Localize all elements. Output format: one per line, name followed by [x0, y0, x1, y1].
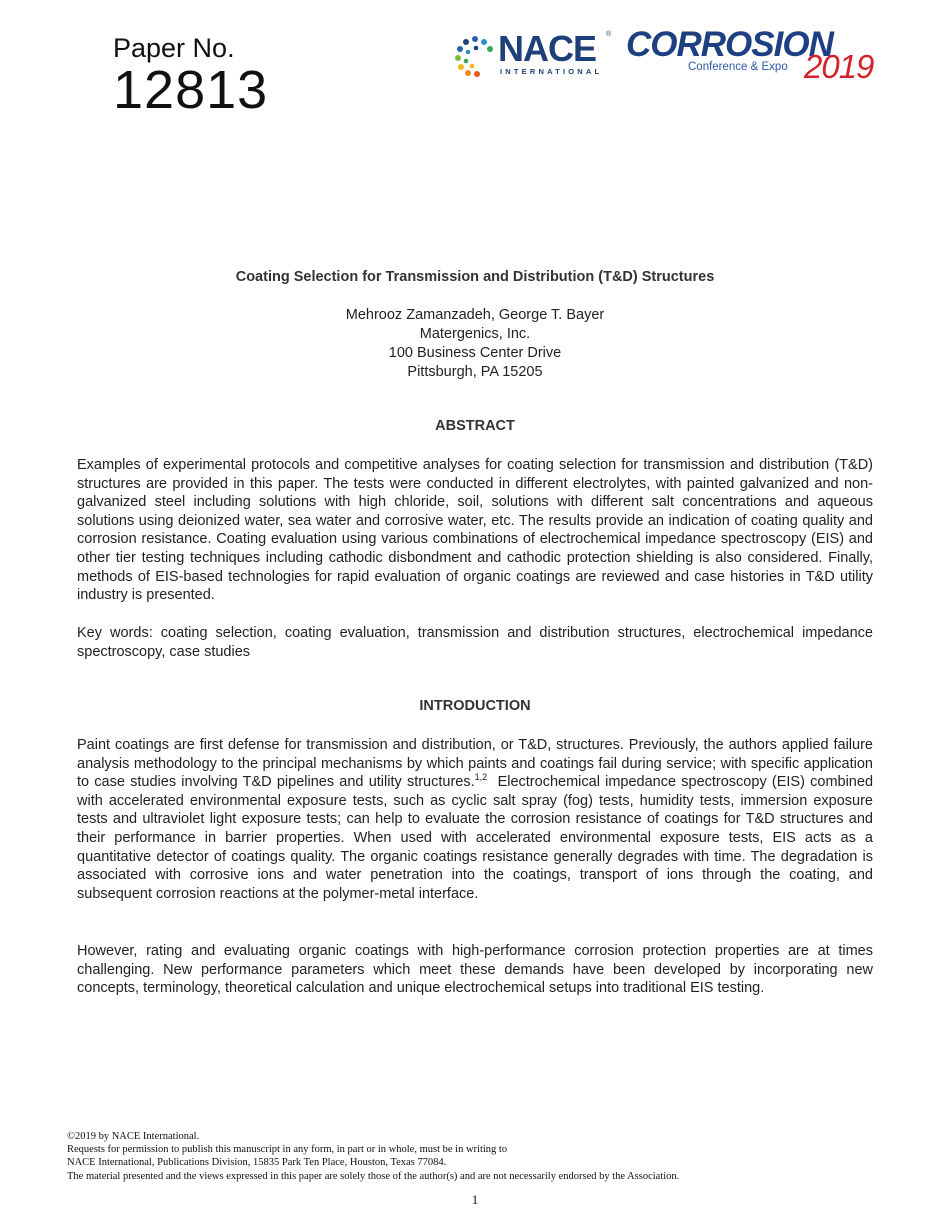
- nace-mark-dot: [470, 64, 475, 69]
- nace-mark-dot: [455, 55, 461, 61]
- nace-logo: [455, 28, 615, 83]
- intro-p1-text-a: Paint coatings are first defense for transmission and distribution, or T&D, structures. Previously, the authors applied failure analysis methodology to the principal mechanisms by which paints and coatings fail during service; with specific application to case studies involving T&D pipelines and utility structures.: [77, 737, 873, 791]
- nace-mark-dot: [464, 59, 469, 64]
- nace-registered-mark: ®: [606, 31, 612, 38]
- author-block: [0, 306, 950, 382]
- nace-mark-dot: [466, 50, 471, 55]
- corrosion-wordmark: CORROSION: [626, 25, 833, 64]
- nace-mark-dot: [481, 39, 487, 45]
- corrosion-logo: [626, 25, 886, 89]
- keywords-text: Key words: coating selection, coating evaluation, transmission and distribution structures, electrochemical impedance spectroscopy, case studies: [77, 625, 873, 660]
- introduction-paragraph-2: However, rating and evaluating organic coatings with high-performance corrosion protection properties are at times challenging. New performance parameters which meet these demands have been developed by incorporating new concepts, terminology, theoretical calculation and unique electrochemical setups into traditional EIS testing.: [77, 943, 873, 997]
- corrosion-subtitle: Conference & Expo: [688, 61, 788, 73]
- abstract-heading: ABSTRACT: [435, 418, 515, 434]
- paper-title: Coating Selection for Transmission and Distribution (T&D) Structures: [235, 269, 715, 285]
- nace-mark-dot: [465, 70, 471, 76]
- nace-mark-dot: [463, 39, 469, 45]
- footer-line-2: Requests for permission to publish this manuscript in any form, in part or in whole, must be in writing to: [67, 1144, 508, 1156]
- introduction-heading: INTRODUCTION: [419, 698, 531, 714]
- nace-wordmark: NACE: [498, 28, 597, 69]
- author-address-line1: 100 Business Center Drive: [388, 345, 562, 361]
- copyright-footer: [67, 1130, 679, 1183]
- citation-reference: 1,2: [474, 772, 488, 783]
- intro-p1-text-b: Electrochemical impedance spectroscopy (EIS) combined with accelerated environmental exposure tests, such as cyclic salt spray (fog) tests, humidity tests, immersion exposure tests and ultraviolet light exposure tests; can help to evaluate the corrosion resistance of coatings for T&D structures and their performance in barrier properties. When used with accelerated environmental exposure tests, EIS acts as a quantitative detector of coatings quality. The organic coatings resistance generally degrades with time. The degradation is associated with corrosive ions and water penetration into the coatings, transport of ions through the coating, and subsequent corrosion reactions at the polymer-metal interface.: [77, 774, 878, 902]
- nace-mark-dot: [474, 46, 479, 51]
- abstract-text: Examples of experimental protocols and competitive analyses for coating selection for transmission and distribution (T&D) structures are provided in this paper. The tests were conducted in different electrolytes, with painted galvanized and non-galvanized steel including solutions with high chloride, soil, solutions with different salt concentrations and aqueous solutions using deionized water, sea water and corrosive water, etc. The results provide an indication of coating quality and corrosion resistance. Coating evaluation using various combinations of electrochemical impedance spectroscopy (EIS) and other tier testing techniques including cathodic disbondment and cathodic protection shielding is also considered. Finally, methods of EIS-based technologies for rapid evaluation of organic coatings are reviewed and case histories in T&D utility industry is presented.: [77, 457, 873, 604]
- nace-mark-dot: [487, 46, 493, 52]
- footer-line-4: The material presented and the views expressed in this paper are solely those of the author(s) and are not necessarily endorsed by the Association.: [67, 1170, 680, 1182]
- paper-label: Paper No.: [113, 33, 235, 63]
- page-number: 1: [471, 1192, 479, 1207]
- nace-mark-dot: [474, 71, 480, 77]
- footer-copyright: ©2019 by NACE International.: [67, 1131, 200, 1142]
- nace-mark-dot: [458, 64, 464, 70]
- corrosion-year: 2019: [804, 48, 874, 85]
- nace-globe-icon: [455, 35, 495, 77]
- nace-subtitle: INTERNATIONAL: [500, 67, 603, 76]
- author-address-line2: Pittsburgh, PA 15205: [407, 364, 543, 380]
- paper-number: 12813: [113, 60, 269, 120]
- author-names: Mehrooz Zamanzadeh, George T. Bayer: [345, 307, 605, 323]
- nace-mark-dot: [457, 46, 463, 52]
- footer-line-3: NACE International, Publications Division, 15835 Park Ten Place, Houston, Texas 77084.: [67, 1157, 447, 1169]
- author-organization: Matergenics, Inc.: [419, 326, 531, 342]
- nace-mark-dot: [472, 36, 478, 42]
- introduction-paragraph-1: [77, 736, 878, 903]
